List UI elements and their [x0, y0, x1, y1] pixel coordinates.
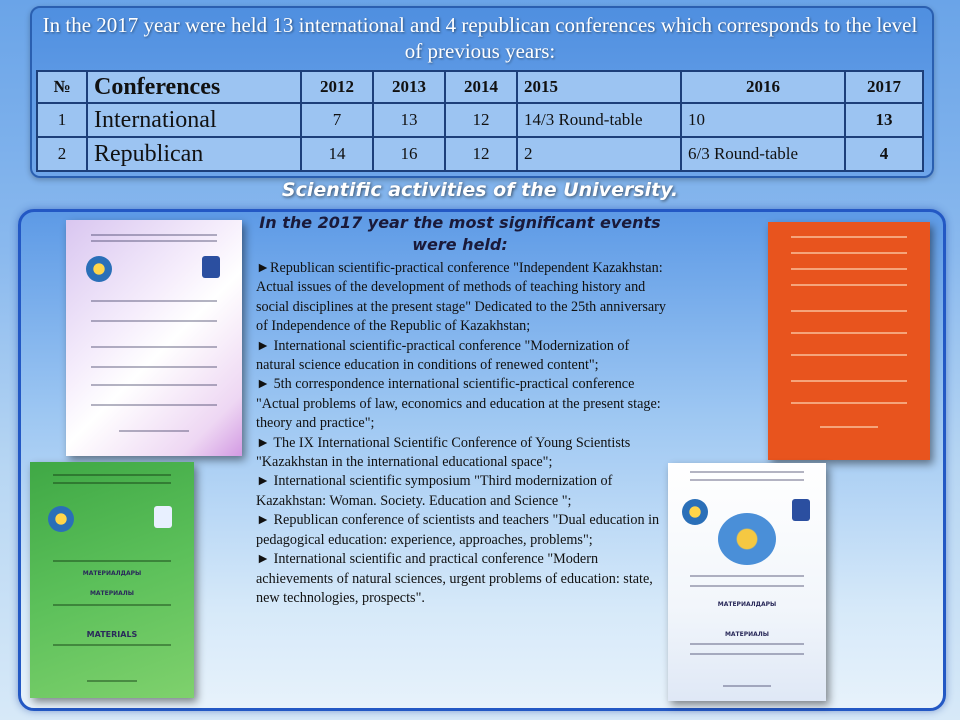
col-conferences: Conferences — [87, 71, 301, 103]
booklet-label: МАТЕРИАЛЫ — [724, 631, 770, 638]
list-item: ► Republican conference of scientists and teachers "Dual education in pedagogical education: experience, approaches, problems"; — [256, 512, 660, 548]
list-item: ► International scientific and practical conference "Modern achievements of natural sciences, urgent problems of education: state, new technologies, prospects". — [256, 551, 653, 606]
cell-2016: 10 — [681, 103, 845, 137]
cell-number: 1 — [37, 103, 87, 137]
table-header-row — [37, 71, 923, 103]
col-2016: 2016 — [681, 71, 845, 103]
list-item: ►Republican scientific-practical conference "Independent Kazakhstan: Actual issues of the development of methods of teaching history and social disciplines at the present stage" Dedicated to the 25th anniversary of Independence of the Republic of Kazakhstan; — [256, 260, 667, 335]
cell-2012: 7 — [301, 103, 373, 137]
list-item: ► International scientific symposium "Third modernization of Kazakhstan: Woman. Society. Education and Science "; — [256, 473, 613, 509]
cell-2015: 2 — [517, 137, 681, 171]
cell-2013: 13 — [373, 103, 445, 137]
booklet-label: МАТЕРИАЛДАРЫ — [82, 570, 142, 577]
headline: In the 2017 year were held 13 international and 4 republican conferences which corresponds to the level of previous years: — [42, 13, 918, 63]
col-2015: 2015 — [517, 71, 681, 103]
booklet-cover-white — [668, 463, 826, 701]
cell-2016: 6/3 Round-table — [681, 137, 845, 171]
list-item: ► International scientific-practical conference "Modernization of natural science education in conditions of renewed content"; — [256, 337, 630, 374]
cell-2014: 12 — [445, 103, 517, 137]
cell-2017: 13 — [845, 103, 923, 137]
emblem-icon — [48, 506, 74, 532]
table-row — [37, 103, 923, 137]
cell-number: 2 — [37, 137, 87, 171]
cell-name: Republican — [87, 137, 301, 171]
cell-2014: 12 — [445, 137, 517, 171]
cell-2013: 16 — [373, 137, 445, 171]
col-2012: 2012 — [301, 71, 373, 103]
col-2014: 2014 — [445, 71, 517, 103]
conferences-table — [36, 70, 924, 172]
col-number: № — [37, 71, 87, 103]
list-item: ► The IX International Scientific Conference of Young Scientists "Kazakhstan in the international educational space"; — [256, 434, 631, 471]
events-list — [256, 259, 666, 608]
booklet-cover-purple — [66, 220, 242, 456]
emblem-icon — [682, 499, 708, 525]
booklet-cover-green — [30, 462, 194, 698]
logo-icon — [154, 506, 172, 528]
cell-name: International — [87, 103, 301, 137]
booklet-cover-orange — [768, 222, 930, 460]
cell-2015: 14/3 Round-table — [517, 103, 681, 137]
col-2017: 2017 — [845, 71, 923, 103]
list-item: ► 5th correspondence international scientific-practical conference "Actual problems of law, economics and education at the present stage: theory and practice"; — [256, 376, 661, 432]
emblem-icon — [86, 256, 112, 282]
booklet-label: MATERIALS — [86, 630, 138, 639]
logo-icon — [792, 499, 810, 521]
logo-icon — [202, 256, 220, 278]
cell-2017: 4 — [845, 137, 923, 171]
cell-2012: 14 — [301, 137, 373, 171]
table-row — [37, 137, 923, 171]
section-title: Scientific activities of the University. — [281, 179, 679, 201]
sub-title: In the 2017 year the most significant events were held: — [259, 213, 661, 254]
globe-book-icon — [718, 513, 776, 565]
booklet-label: МАТЕРИАЛДАРЫ — [717, 601, 777, 608]
col-2013: 2013 — [373, 71, 445, 103]
booklet-label: МАТЕРИАЛЫ — [89, 590, 135, 597]
